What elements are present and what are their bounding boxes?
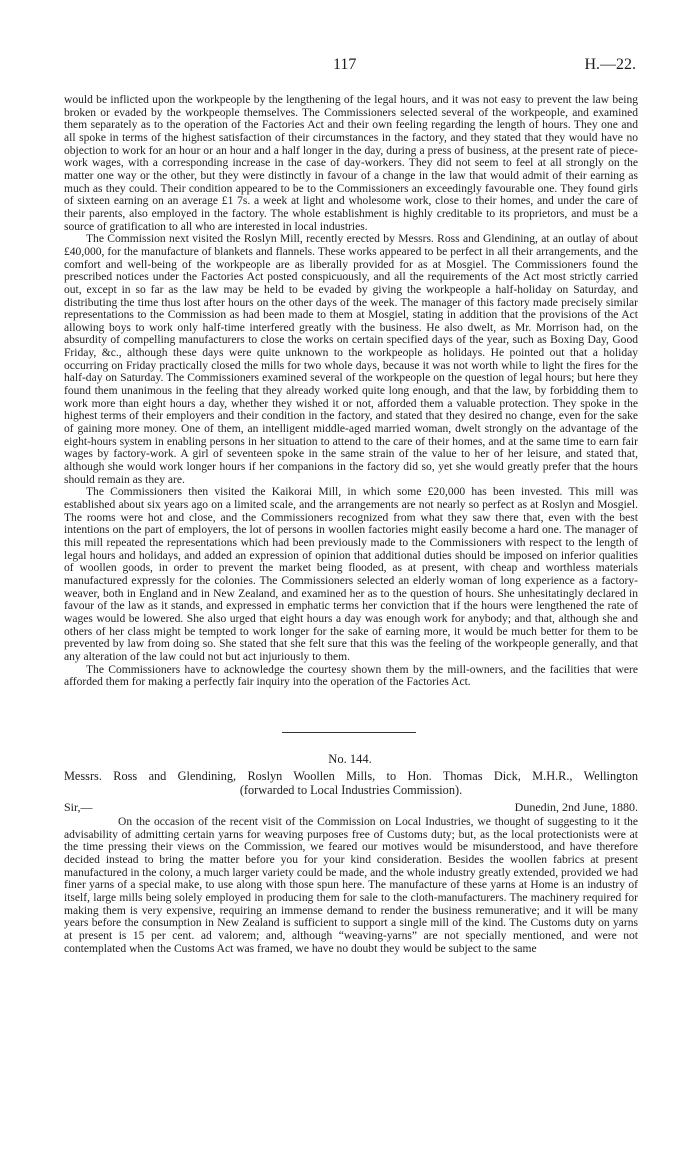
- section-divider: [282, 732, 416, 733]
- page-number: 117: [333, 56, 357, 73]
- letter-number: No. 144.: [328, 752, 372, 766]
- letter-place-date: Dunedin, 2nd June, 1880.: [514, 800, 638, 814]
- acknowledgement-paragraph: The Commissioners have to acknowledge the courtesy shown them by the mill-owners, and the facilities that were afforded them for making a perfectly fair inquiry into the operation of the Factories Act.: [64, 663, 638, 689]
- letter-salutation-row: [64, 800, 638, 813]
- page-reference: H.—22.: [584, 56, 636, 73]
- kaikorai-mill-paragraph: The Commissioners then visited the Kaikorai Mill, in which some £20,000 has been invested. This mill was established about six years ago on a limited scale, and the arrangements are not nearly so perfect as at Roslyn and Mosgiel. The rooms were hot and close, and the Commissioners recognized from what they saw there that, even with the best intentions on the part of employers, the lot of persons in woollen factories might easily become a hard one. The manager of this mill repeated the representations which had been previously made to the Commissioners with respect to the length of legal hours and holidays, and added an expression of opinion that additional duties should be imposed on inferior qualities of woollen goods, in order to prevent the market being flooded, as at present, with cheap and worthless materials manufactured expressly for the colonies. The Commissioners selected an elderly woman of long experience as a factory-weaver, both in England and in New Zealand, and examined her as to the question of hours. She unhesitatingly declared in favour of the law as it stands, and expressed in emphatic terms her conviction that if the hours were lengthened the rate of wages would be lowered. She also urged that eight hours a day was enough work for anybody; and that, although she and others of her class might be tempted to work longer for the sake of earning more, it would be much better for them to be prevented by law from doing so. She stated that she felt sure that this was the feeling of the workpeople generally, and that any alteration of the law could not but act injuriously to them.: [64, 486, 638, 663]
- letter-salutation: Sir,—: [64, 800, 93, 814]
- page-header: [0, 56, 700, 78]
- letter-heading-line-2: (forwarded to Local Industries Commission).: [239, 783, 463, 797]
- report-body: [64, 94, 638, 689]
- letter-body-container: [64, 816, 638, 955]
- roslyn-mill-paragraph: The Commission next visited the Roslyn Mill, recently erected by Messrs. Ross and Glendining, at an outlay of about £40,000, for the manufacture of blankets and flannels. These works appeared to be perfect in all their arrangements, and the comfort and well-being of the workpeople are as liberally provided for as at Mosgiel. The Commissioners found the prescribed notices under the Factories Act posted conspicuously, and all the requirements of the Act most strictly carried out, except in so far as the law may be held to be evaded by giving the workpeople a half-holiday on Saturday, and distributing the time thus lost after hours on the other days of the week. The manager of this factory made precisely similar representations to the Commission as had been made to them at Mosgiel, stating in addition that the provisions of the Act allowing boys to work only half-time interfered greatly with the business. He also dwelt, as Mr. Morrison had, on the absurdity of compelling manufacturers to close the works on certain specified days of the year, such as Boxing Day, Good Friday, &c., although these days were quite unknown to the workpeople as holidays. He pointed out that a holiday occurring on Friday practically closed the mills for two whole days, because it was not worth while to light the fires for the half-day on Saturday. The Commissioners examined several of the workpeople on the question of legal hours; but here they found them unanimous in the feeling that they already worked quite long enough, and that the law, by forbidding them to work more than eight hours a day, whether they wished it or not, afforded them a valuable protection. They spoke in the highest terms of their employers and their condition in the factory, and stated that they desired no change, even for the sake of gaining more money. One of them, an intelligent middle-aged married woman, dwelt strongly on the advantage of the eight-hours system in enabling persons in her situation to attend to the care of their homes, and at the same time to earn fair wages by factory-work. A girl of seventeen spoke in the same strain of the value to her of her leisure, and stated that, although she would work longer hours if her companions in the factory did so, yet she would greatly prefer that the hours should remain as they are.: [64, 233, 638, 486]
- continued-paragraph: would be inflicted upon the workpeople by the lengthening of the legal hours, and it was not easy to prevent the law being broken or evaded by the workpeople themselves. The Commissioners selected several of the workpeople, and examined them separately as to the operation of the Factories Act and their own feeling regarding the length of hours. They one and all spoke in terms of the highest satisfaction of their circumstances in the factory, and they stated that they would have no objection to work for an hour or an hour and a half longer in the day, during a press of business, at the present rate of piece-work wages, with a corresponding increase in the case of day-workers. They did not seem to feel at all strongly on the matter one way or the other, but they were distinctly in favour of a change in the law that would admit of their earning as much as they could. Their condition appeared to be to the Commissioners an exceedingly favourable one. They found girls of sixteen earning on an average £1 7s. a week at light and wholesome work, close to their homes, and under the care of their parents, also employed in the factory. The whole establishment is highly creditable to its proprietors, and must be a source of gratification to all who are interested in local industries.: [64, 94, 638, 233]
- letter-body: On the occasion of the recent visit of the Commission on Local Industries, we thought of suggesting to it the advisability of admitting certain yarns for weaving purposes free of Customs duty; but, as the local protectionists were at the time pressing their views on the Commission, we feared our motives would be misunderstood, and have therefore decided instead to bring the matter before you for your kind consideration. Besides the woollen fabrics at present manufactured in the colony, a much larger variety could be made, and the whole industry greatly extended, provided we had finer yarns of a special make, to use along with those spun here. The manufacture of these yarns at Home is an industry of itself, large mills being solely employed in producing them for sale to the cloth-manufacturers. The machinery required for making them is very expensive, requiring an immense demand to render the business remunerative; and it will be many years before the consumption in New Zealand is sufficient to support a single mill of the kind. The Customs duty on yarns at present is 15 per cent. ad valorem; and, although “weaving-yarns” are not specially mentioned, and were not contemplated when the Customs Act was framed, we have no doubt they would be subject to the same: [64, 816, 638, 955]
- letter-heading-line-1: Messrs. Ross and Glendining, Roslyn Woollen Mills, to Hon. Thomas Dick, M.H.R., Wellington: [64, 769, 638, 783]
